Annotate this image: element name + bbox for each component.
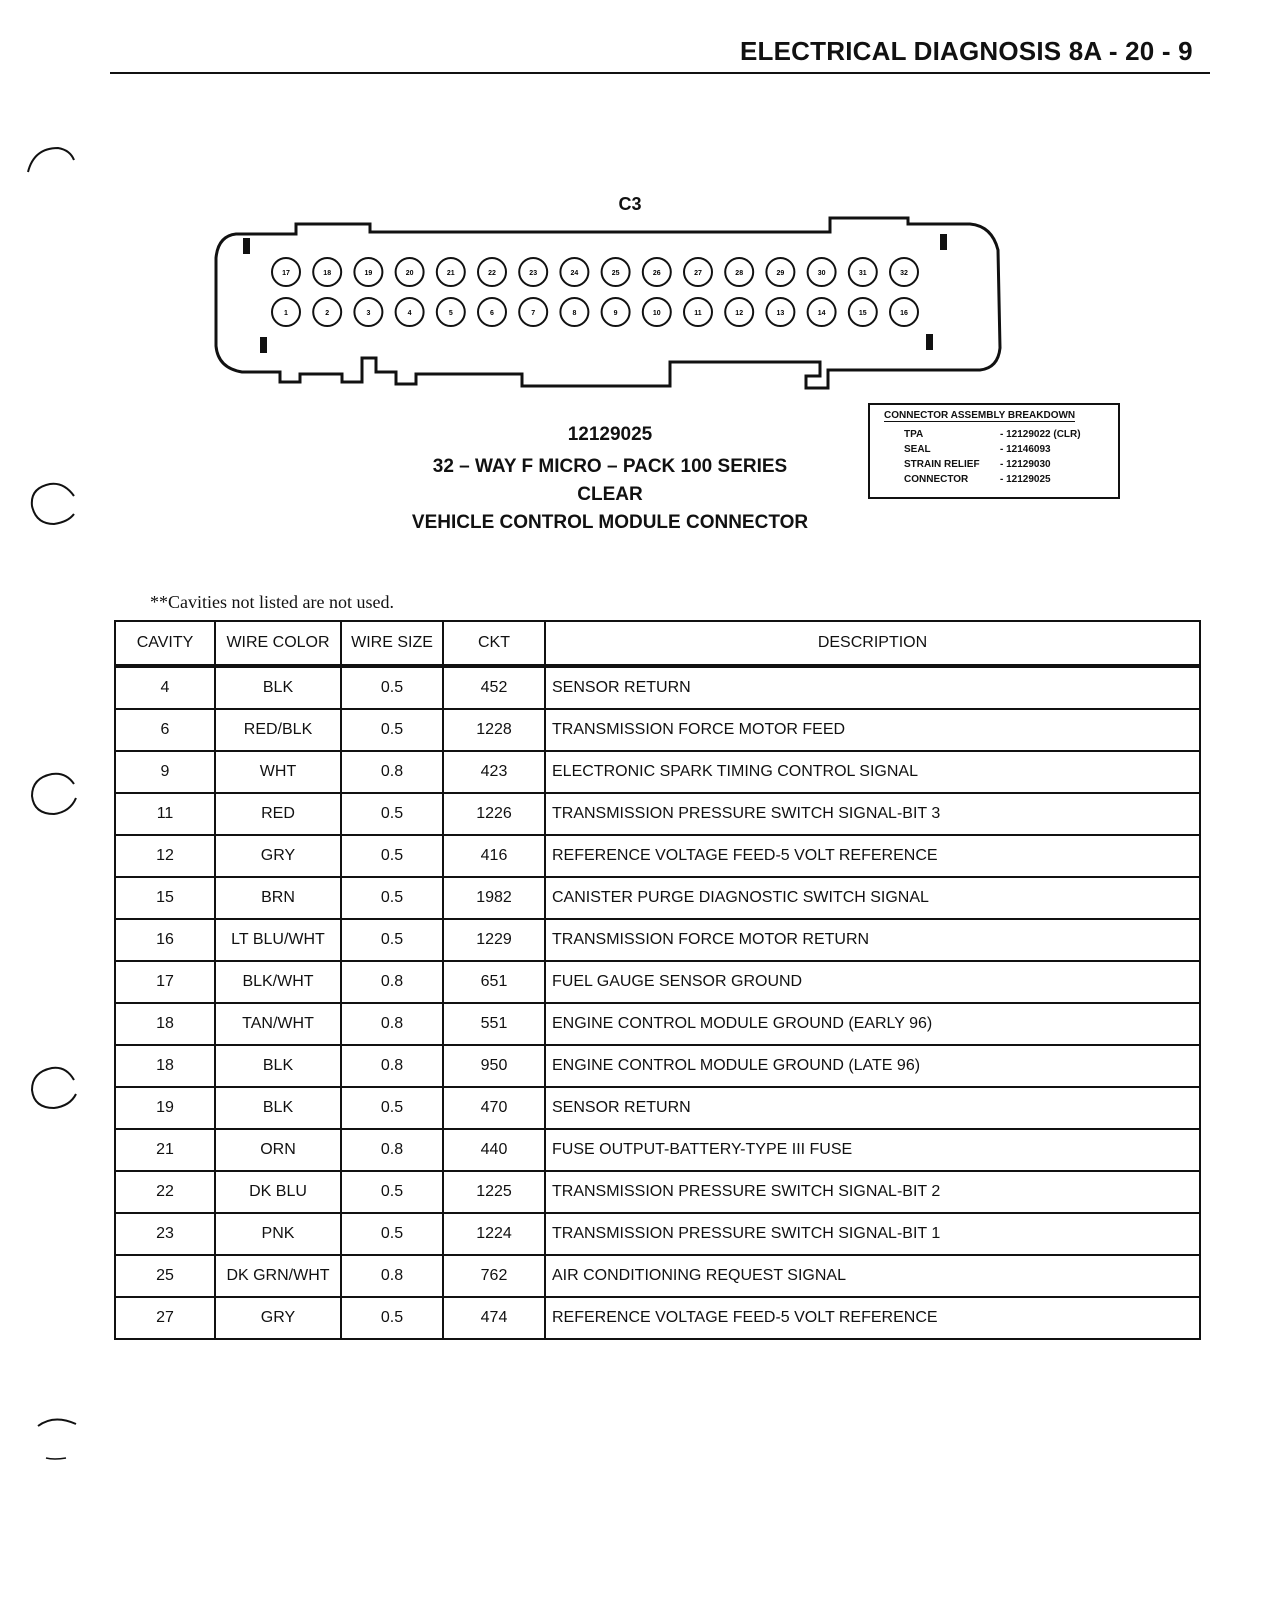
table-row [115, 961, 1200, 1003]
table-header-row [115, 621, 1200, 666]
pin-number: 24 [570, 270, 579, 277]
cell-wire-color: TAN/WHT [215, 1003, 341, 1045]
pin-number: 23 [529, 270, 538, 277]
breakdown-label-strain-relief: STRAIN RELIEF [904, 459, 980, 470]
cell-wire-color: BLK/WHT [215, 961, 341, 1003]
table-row [115, 666, 1200, 709]
table-row [115, 835, 1200, 877]
cell-cavity: 27 [115, 1297, 215, 1339]
cell-ckt: 1228 [443, 709, 545, 751]
cell-wire-size: 0.8 [341, 961, 443, 1003]
breakdown-label-connector: CONNECTOR [904, 474, 969, 485]
table-row [115, 1171, 1200, 1213]
cell-wire-size: 0.5 [341, 1171, 443, 1213]
cell-cavity: 16 [115, 919, 215, 961]
cell-ckt: 452 [443, 666, 545, 709]
header-ckt: CKT [443, 621, 545, 666]
table-row [115, 919, 1200, 961]
connector-description-line-1: 32 – WAY F MICRO – PACK 100 SERIES [432, 456, 788, 477]
pin-number: 12 [735, 310, 744, 317]
breakdown-label-tpa: TPA [904, 429, 924, 440]
cell-wire-size: 0.8 [341, 1045, 443, 1087]
table-row [115, 877, 1200, 919]
pin-number: 10 [652, 310, 661, 317]
binder-hole-mark-5 [24, 1410, 84, 1470]
cell-description: TRANSMISSION FORCE MOTOR FEED [545, 709, 1200, 751]
cell-wire-size: 0.5 [341, 919, 443, 961]
cell-wire-color: PNK [215, 1213, 341, 1255]
cell-ckt: 1226 [443, 793, 545, 835]
pin-number: 5 [448, 310, 453, 317]
cell-ckt: 416 [443, 835, 545, 877]
table-body [115, 666, 1200, 1339]
pin-number: 20 [405, 270, 414, 277]
connector-top-row [272, 258, 918, 286]
cell-cavity: 17 [115, 961, 215, 1003]
pin-number: 19 [364, 270, 373, 277]
header-rule [110, 72, 1210, 74]
pin-number: 15 [858, 310, 867, 317]
cell-description: FUEL GAUGE SENSOR GROUND [545, 961, 1200, 1003]
cell-cavity: 25 [115, 1255, 215, 1297]
cell-wire-color: RED/BLK [215, 709, 341, 751]
cell-wire-size: 0.5 [341, 666, 443, 709]
pin-number: 21 [446, 270, 455, 277]
pin-number: 25 [611, 270, 620, 277]
cell-description: SENSOR RETURN [545, 1087, 1200, 1129]
pin-number: 7 [531, 310, 536, 317]
cell-description: ENGINE CONTROL MODULE GROUND (EARLY 96) [545, 1003, 1200, 1045]
pin-number: 9 [613, 310, 618, 317]
cell-wire-color: RED [215, 793, 341, 835]
binder-hole-mark-3 [24, 768, 84, 824]
cell-wire-size: 0.5 [341, 793, 443, 835]
cell-ckt: 1229 [443, 919, 545, 961]
pin-number: 11 [694, 310, 702, 317]
latch-mark-tl [243, 238, 250, 254]
breakdown-label-seal: SEAL [904, 444, 931, 455]
cell-cavity: 4 [115, 666, 215, 709]
pin-number: 17 [282, 270, 290, 277]
header-cavity: CAVITY [115, 621, 215, 666]
cell-wire-color: DK GRN/WHT [215, 1255, 341, 1297]
cavity-table [114, 620, 1201, 1340]
pin-number: 27 [694, 270, 702, 277]
pin-number: 26 [652, 270, 661, 277]
table-row [115, 1129, 1200, 1171]
cell-wire-size: 0.5 [341, 1213, 443, 1255]
cell-wire-color: BLK [215, 666, 341, 709]
cell-wire-color: BLK [215, 1087, 341, 1129]
cell-description: TRANSMISSION PRESSURE SWITCH SIGNAL-BIT 3 [545, 793, 1200, 835]
cell-cavity: 9 [115, 751, 215, 793]
cell-ckt: 762 [443, 1255, 545, 1297]
cell-wire-size: 0.5 [341, 1297, 443, 1339]
table-row [115, 1087, 1200, 1129]
cell-wire-color: BLK [215, 1045, 341, 1087]
pin-number: 14 [817, 310, 826, 317]
table-row [115, 1255, 1200, 1297]
cell-wire-color: DK BLU [215, 1171, 341, 1213]
cell-wire-size: 0.8 [341, 1003, 443, 1045]
table-row [115, 1003, 1200, 1045]
cell-cavity: 22 [115, 1171, 215, 1213]
header-description: DESCRIPTION [545, 621, 1200, 666]
cell-ckt: 651 [443, 961, 545, 1003]
pin-number: 30 [817, 270, 826, 277]
pin-number: 16 [900, 310, 908, 317]
cell-ckt: 470 [443, 1087, 545, 1129]
table-row [115, 1045, 1200, 1087]
connector-label: C3 [618, 194, 642, 214]
cell-cavity: 18 [115, 1045, 215, 1087]
cell-cavity: 6 [115, 709, 215, 751]
cell-description: TRANSMISSION FORCE MOTOR RETURN [545, 919, 1200, 961]
cell-cavity: 23 [115, 1213, 215, 1255]
connector-part-number: 12129025 [567, 424, 653, 445]
cell-wire-color: BRN [215, 877, 341, 919]
pin-number: 28 [735, 270, 744, 277]
cell-wire-color: ORN [215, 1129, 341, 1171]
breakdown-value-tpa: - 12129022 (CLR) [1000, 429, 1081, 440]
table-row [115, 751, 1200, 793]
table-row [115, 1297, 1200, 1339]
binder-hole-mark-2 [24, 478, 84, 534]
pin-number: 31 [858, 270, 867, 277]
cell-description: REFERENCE VOLTAGE FEED-5 VOLT REFERENCE [545, 1297, 1200, 1339]
pin-number: 2 [325, 310, 330, 317]
cell-cavity: 15 [115, 877, 215, 919]
cell-ckt: 551 [443, 1003, 545, 1045]
latch-mark-tr [940, 234, 947, 250]
pin-number: 13 [776, 310, 785, 317]
cell-ckt: 423 [443, 751, 545, 793]
cell-cavity: 12 [115, 835, 215, 877]
cell-description: REFERENCE VOLTAGE FEED-5 VOLT REFERENCE [545, 835, 1200, 877]
pin-number: 8 [572, 310, 577, 317]
breakdown-title: CONNECTOR ASSEMBLY BREAKDOWN [884, 410, 1076, 421]
pin-number: 22 [488, 270, 496, 277]
cell-wire-size: 0.5 [341, 709, 443, 751]
breakdown-value-strain-relief: - 12129030 [1000, 459, 1051, 470]
cell-ckt: 950 [443, 1045, 545, 1087]
cell-ckt: 1982 [443, 877, 545, 919]
cell-wire-size: 0.8 [341, 751, 443, 793]
table-row [115, 709, 1200, 751]
cell-ckt: 1225 [443, 1171, 545, 1213]
header-wire-color: WIRE COLOR [215, 621, 341, 666]
pin-number: 32 [900, 270, 908, 277]
connector-diagram [200, 210, 1020, 400]
pin-number: 1 [284, 310, 288, 317]
connector-body-outline [216, 218, 1000, 388]
cell-ckt: 1224 [443, 1213, 545, 1255]
breakdown-value-seal: - 12146093 [1000, 444, 1051, 455]
cell-cavity: 19 [115, 1087, 215, 1129]
binder-hole-mark-1 [24, 140, 84, 180]
pin-number: 3 [366, 310, 371, 317]
latch-mark-bl [260, 337, 267, 353]
connector-description-line-2: CLEAR [577, 484, 643, 505]
cell-description: ELECTRONIC SPARK TIMING CONTROL SIGNAL [545, 751, 1200, 793]
cell-description: SENSOR RETURN [545, 666, 1200, 709]
table-row [115, 793, 1200, 835]
page-header-title: ELECTRICAL DIAGNOSIS 8A - 20 - 9 [740, 36, 1193, 66]
cell-wire-color: GRY [215, 1297, 341, 1339]
cell-wire-size: 0.5 [341, 835, 443, 877]
cell-description: TRANSMISSION PRESSURE SWITCH SIGNAL-BIT 1 [545, 1213, 1200, 1255]
cell-wire-color: GRY [215, 835, 341, 877]
connector-assembly-breakdown [868, 403, 1120, 499]
cell-cavity: 18 [115, 1003, 215, 1045]
latch-mark-br [926, 334, 933, 350]
connector-bottom-row [272, 298, 918, 326]
header-wire-size: WIRE SIZE [341, 621, 443, 666]
pin-number: 29 [776, 270, 785, 277]
cell-description: ENGINE CONTROL MODULE GROUND (LATE 96) [545, 1045, 1200, 1087]
cell-description: FUSE OUTPUT-BATTERY-TYPE III FUSE [545, 1129, 1200, 1171]
cell-wire-size: 0.5 [341, 877, 443, 919]
cell-cavity: 11 [115, 793, 215, 835]
pin-number: 18 [323, 270, 332, 277]
cell-wire-color: LT BLU/WHT [215, 919, 341, 961]
cell-wire-size: 0.5 [341, 1087, 443, 1129]
cell-description: TRANSMISSION PRESSURE SWITCH SIGNAL-BIT 2 [545, 1171, 1200, 1213]
cell-cavity: 21 [115, 1129, 215, 1171]
unused-cavities-note: **Cavities not listed are not used. [150, 592, 394, 612]
table-row [115, 1213, 1200, 1255]
binder-hole-mark-4 [24, 1062, 84, 1118]
cell-ckt: 474 [443, 1297, 545, 1339]
pin-number: 4 [407, 310, 412, 317]
cell-description: CANISTER PURGE DIAGNOSTIC SWITCH SIGNAL [545, 877, 1200, 919]
breakdown-value-connector: - 12129025 [1000, 474, 1051, 485]
cell-wire-color: WHT [215, 751, 341, 793]
pin-number: 6 [490, 310, 494, 317]
cell-ckt: 440 [443, 1129, 545, 1171]
cell-description: AIR CONDITIONING REQUEST SIGNAL [545, 1255, 1200, 1297]
cell-wire-size: 0.8 [341, 1129, 443, 1171]
cell-wire-size: 0.8 [341, 1255, 443, 1297]
connector-description-line-3: VEHICLE CONTROL MODULE CONNECTOR [411, 512, 809, 533]
